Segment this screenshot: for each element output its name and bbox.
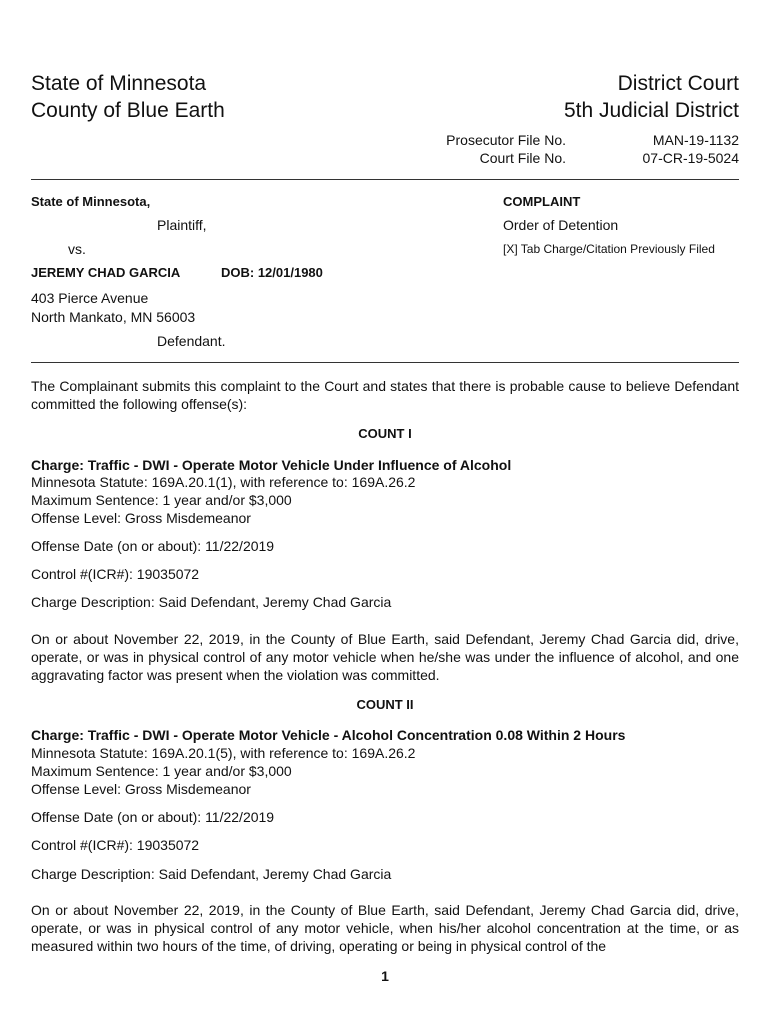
defendant-dob: DOB: 12/01/1980 xyxy=(221,265,323,280)
header-divider xyxy=(31,179,739,180)
count-sentence: Maximum Sentence: 1 year and/or $3,000 xyxy=(31,492,292,508)
prosecutor-file-label: Prosecutor File No. xyxy=(446,132,566,148)
count-control-number: Control #(ICR#): 19035072 xyxy=(31,837,200,853)
count-offense-level: Offense Level: Gross Misdemeanor xyxy=(31,781,251,797)
court-heading: District Court xyxy=(617,72,739,95)
count-title: COUNT II xyxy=(356,697,414,712)
defendant-name: JEREMY CHAD GARCIA xyxy=(31,265,181,280)
count-charge-description: Charge Description: Said Defendant, Jeremy Chad Garcia xyxy=(31,866,392,882)
count-offense-date: Offense Date (on or about): 11/22/2019 xyxy=(31,809,275,825)
count-charge: Charge: Traffic - DWI - Operate Motor Vehicle Under Influence of Alcohol xyxy=(31,457,512,473)
count-control-number: Control #(ICR#): 19035072 xyxy=(31,566,200,582)
tab-charge-checkbox-text: [X] Tab Charge/Citation Previously Filed xyxy=(503,242,715,256)
county-heading: County of Blue Earth xyxy=(31,99,225,122)
count-offense-date: Offense Date (on or about): 11/22/2019 xyxy=(31,538,275,554)
count-narrative: On or about November 22, 2019, in the County of Blue Earth, said Defendant, Jeremy Chad Garcia did, drive, operate, or was in physical control of any motor vehicle, when his/her alcohol concentration at the time, or as measured within two hours of the time, of driving, operating or being in physical control of the xyxy=(31,902,739,954)
document-type: COMPLAINT xyxy=(503,194,581,209)
count-charge: Charge: Traffic - DWI - Operate Motor Vehicle - Alcohol Concentration 0.08 Within 2 Hours xyxy=(31,727,626,743)
order-of-detention: Order of Detention xyxy=(503,217,619,233)
defendant-address-line2: North Mankato, MN 56003 xyxy=(31,309,196,325)
page-number: 1 xyxy=(381,968,389,984)
defendant-role: Defendant. xyxy=(157,333,226,349)
count-offense-level: Offense Level: Gross Misdemeanor xyxy=(31,510,251,526)
count-narrative: On or about November 22, 2019, in the County of Blue Earth, said Defendant, Jeremy Chad Garcia did, drive, operate, or was in physical control of any motor vehicle when he/she was under the influence of alcohol, and one aggravating factor was present when the violation was committed. xyxy=(31,631,739,683)
count-statute: Minnesota Statute: 169A.20.1(1), with reference to: 169A.26.2 xyxy=(31,474,416,490)
court-file-label: Court File No. xyxy=(479,150,566,166)
plaintiff-name: State of Minnesota, xyxy=(31,194,151,209)
complaint-intro: The Complainant submits this complaint to the Court and states that there is probable cause to believe Defendant committed the following offense(s): xyxy=(31,378,739,412)
versus-label: vs. xyxy=(68,241,86,257)
prosecutor-file-number: MAN-19-1132 xyxy=(652,132,739,148)
district-heading: 5th Judicial District xyxy=(563,99,739,122)
court-file-number: 07-CR-19-5024 xyxy=(642,150,739,166)
count-statute: Minnesota Statute: 169A.20.1(5), with reference to: 169A.26.2 xyxy=(31,745,416,761)
state-heading: State of Minnesota xyxy=(31,72,207,95)
count-charge-description: Charge Description: Said Defendant, Jeremy Chad Garcia xyxy=(31,594,392,610)
count-sentence: Maximum Sentence: 1 year and/or $3,000 xyxy=(31,763,292,779)
count-title: COUNT I xyxy=(358,426,412,441)
plaintiff-role: Plaintiff, xyxy=(157,217,207,233)
defendant-address-line1: 403 Pierce Avenue xyxy=(31,290,149,306)
caption-divider xyxy=(31,362,739,363)
